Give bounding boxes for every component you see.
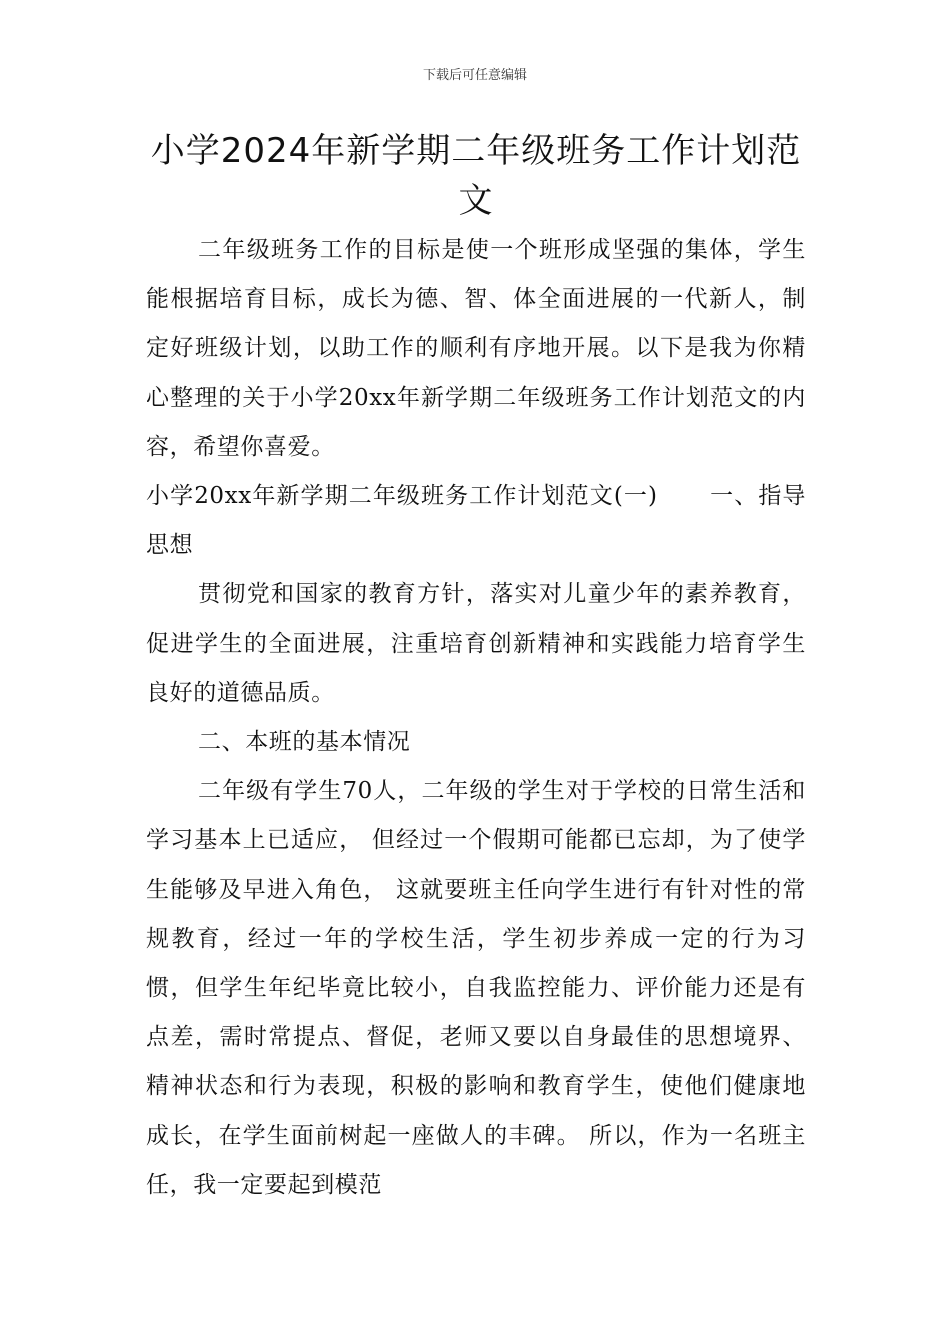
page-title: 小学2024年新学期二年级班务工作计划范文: [150, 131, 802, 221]
section2-heading: 二、本班的基本情况: [198, 729, 411, 756]
section2-paragraph: 二年级有学生70人，二年级的学生对于学校的日常生活和学习基本上已适应， 但经过一个假期可能都已忘却，为了使学生能够及早进入角色， 这就要班主任向学生进行有针对性的常规教育，经过一年的学校生活，学生初步养成一定的行为习惯，但学生年纪毕竟比较小，自我监控能力、评价能力还是有点差，需时常提点、督促，老师又要以自身最佳的思想境界、精神状态和行为表现，积极的影响和教育学生，使他们健康地成长，在学生面前树起一座做人的丰碑。 所以，作为一名班主任，我一定要起到模范: [146, 778, 806, 1198]
section1-title: 指导思想: [146, 483, 807, 559]
subtitle-text: 小学20xx年新学期二年级班务工作计划范文(一): [146, 483, 658, 510]
subtitle-line: [146, 472, 806, 570]
section1-paragraph: 贯彻党和国家的教育方针，落实对儿童少年的素养教育，促进学生的全面进展，注重培育创新精神和实践能力培育学生良好的道德品质。: [146, 581, 806, 706]
intro-paragraph: 二年级班务工作的目标是使一个班形成坚强的集体，学生能根据培育目标，成长为德、智、体全面进展的一代新人，制定好班级计划，以助工作的顺利有序地开展。以下是我为你精心整理的关于小学20xx年新学期二年级班务工作计划范文的内容，希望你喜爱。: [146, 237, 806, 460]
section1-prefix: 一、: [709, 483, 759, 510]
document-body: [146, 226, 806, 1210]
header-note: 下载后可任意编辑: [422, 68, 527, 83]
